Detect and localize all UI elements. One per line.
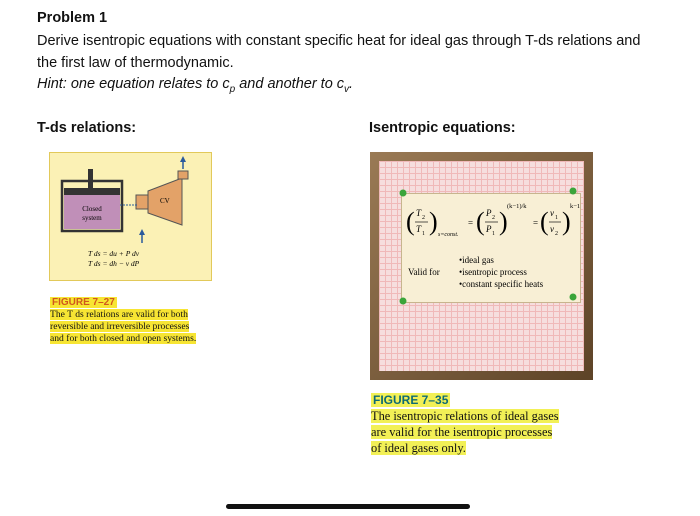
condition-ideal-gas: •ideal gas [459,255,494,265]
problem-text-line2: the first law of thermodynamic. [37,55,234,71]
svg-text:P: P [486,208,492,218]
figure-7-35-label: FIGURE 7–35 [373,393,449,407]
svg-text:T: T [416,208,422,218]
tds-figure [49,152,212,281]
pushpin-icon [570,294,577,301]
tds-equation-1: T ds = du + P dv [88,249,140,258]
svg-text:T: T [416,224,422,234]
svg-text:(: ( [540,207,549,236]
svg-text:): ) [562,207,571,236]
caption-line: The isentropic relations of ideal gases [371,409,559,423]
svg-text:P: P [486,224,492,234]
isentropic-heading: Isentropic equations: [369,120,516,136]
closed-system-label-1: Closed [82,205,102,213]
caption-line: are valid for the isentropic processes [371,425,553,439]
condition-isentropic: •isentropic process [459,267,527,277]
svg-text:(: ( [406,207,415,236]
exponent-2: k−1 [570,203,580,210]
svg-text:=: = [533,218,539,228]
svg-text:): ) [499,207,508,236]
svg-text:1: 1 [422,231,425,237]
svg-text:): ) [429,207,438,236]
svg-text:v: v [550,208,554,218]
caption-line: of ideal gases only. [371,441,466,455]
problem-hint: Hint: one equation relates to $c_p$ and another to $c_v$. [37,76,354,95]
svg-text:1: 1 [492,231,495,237]
pushpin-icon [570,188,577,195]
tds-equation-2: T ds = dh − v dP [88,259,140,268]
cv-label: CV [160,197,170,205]
caption-line: The T ds relations are valid for both [50,309,188,320]
closed-system-label-2: system [82,214,102,222]
home-indicator[interactable] [226,504,470,509]
valid-for-label: Valid for [408,267,440,277]
problem-title: Problem 1 [37,10,108,26]
tds-heading: T-ds relations: [37,120,137,136]
figure-7-27-label: FIGURE 7–27 [52,297,115,308]
svg-text:2: 2 [555,231,558,237]
problem-text-line1: Derive isentropic equations with constant specific heat for ideal gas through T-ds relations and [37,33,641,49]
exponent-1: (k−1)/k [507,203,527,210]
figure-7-27-caption [50,309,225,345]
caption-line: reversible and irreversible processes [50,321,190,332]
svg-text:(: ( [476,207,485,236]
tds-diagram [50,153,211,280]
svg-text:2: 2 [492,215,495,221]
const-subscript: s=const. [438,232,459,238]
pushpins [397,185,587,309]
isentropic-figure-frame [370,152,593,380]
grid-board [379,161,584,371]
svg-text:2: 2 [422,215,425,221]
caption-line: and for both closed and open systems. [50,333,197,344]
condition-specific-heats: •constant specific heats [459,279,544,289]
svg-text:v: v [550,224,554,234]
svg-text:=: = [468,218,474,228]
figure-7-35-caption [371,408,601,456]
pushpin-icon [400,190,407,197]
svg-text:1: 1 [555,215,558,221]
pushpin-icon [400,298,407,305]
